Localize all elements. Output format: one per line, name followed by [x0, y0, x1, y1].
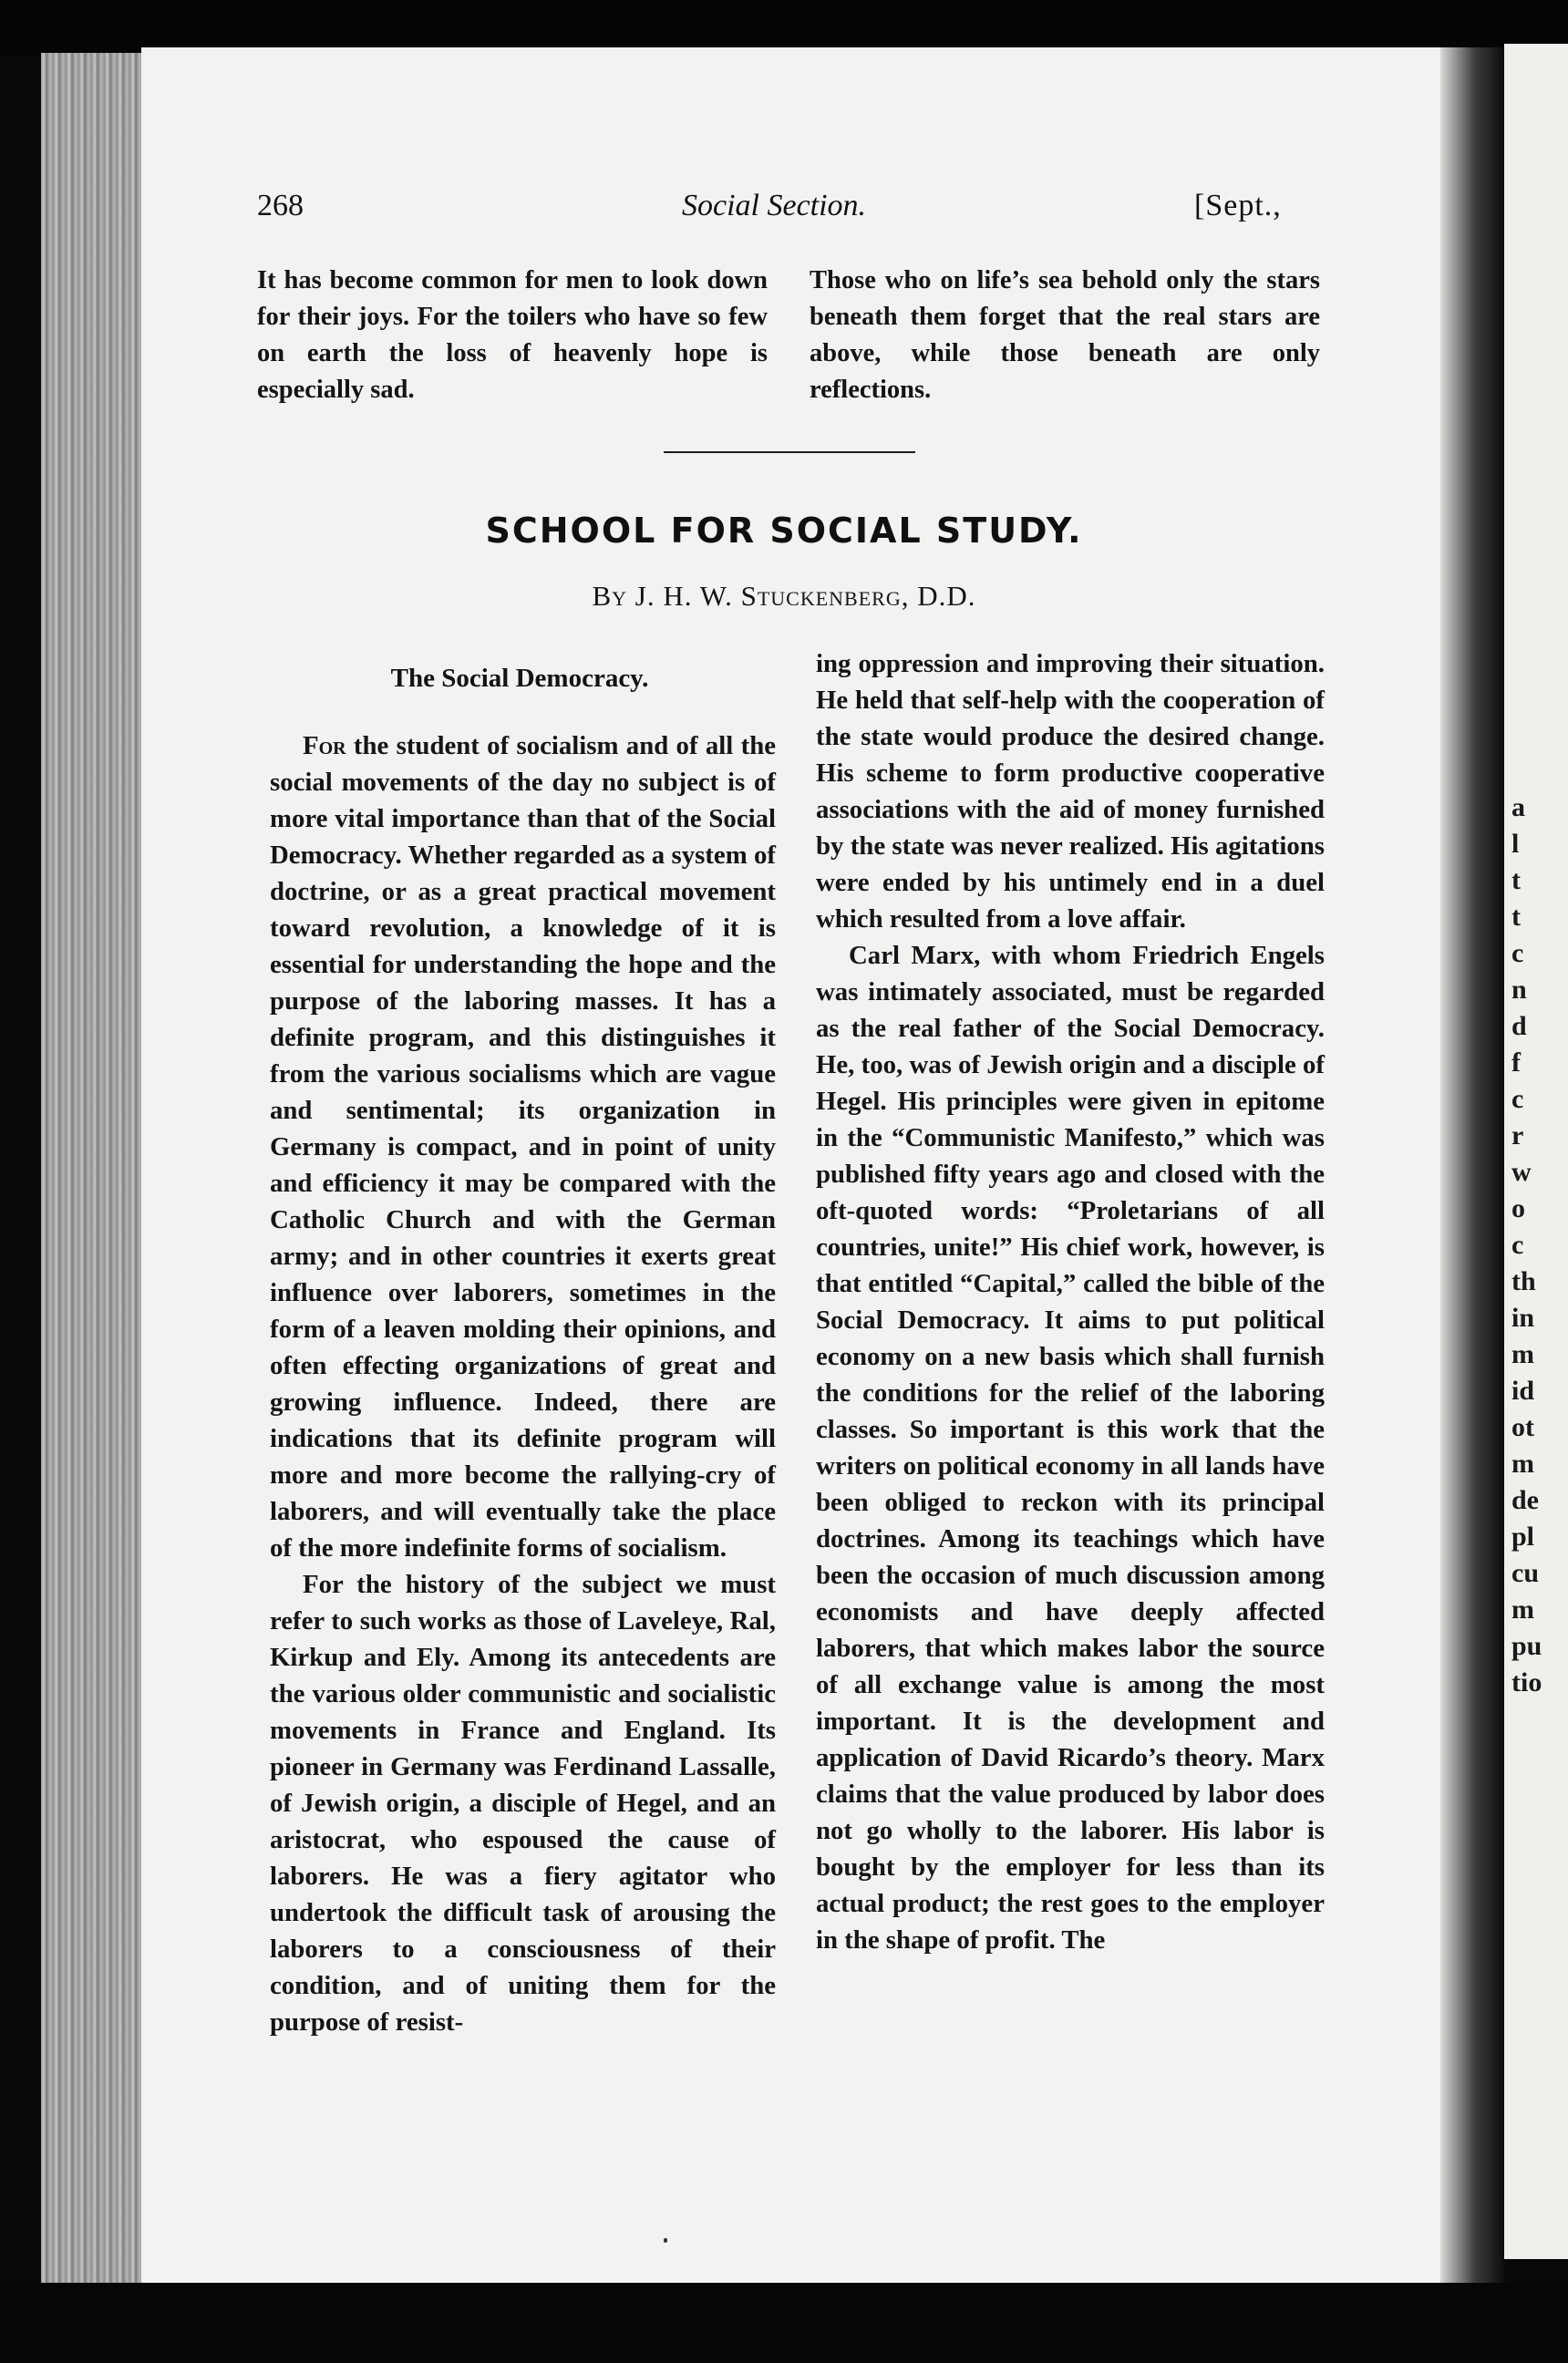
next-page-letter: l [1511, 829, 1520, 859]
next-page-letter: pu [1511, 1631, 1542, 1661]
next-page-letter: m [1511, 1449, 1534, 1479]
next-page-letter: o [1511, 1193, 1525, 1223]
next-page-letter: d [1511, 1011, 1527, 1041]
left-column [270, 727, 776, 2040]
next-page-letter: cu [1511, 1558, 1539, 1588]
paragraph: ing oppression and improving their situation. He held that self-help with the cooperation of the state would produce the desired change. His scheme to form productive cooperative associations with the aid of money furnished by the state was never realized. His agitations were ended by his untimely end in a duel which resulted from a love affair. [816, 649, 1325, 934]
paragraph [270, 727, 776, 1566]
next-page-letter: r [1511, 1120, 1524, 1151]
next-page-letter: c [1511, 1084, 1524, 1114]
page-number: 268 [257, 189, 304, 222]
adjacent-page-fragment [1504, 44, 1568, 2259]
scan-speck [664, 2238, 667, 2243]
next-page-letter: t [1511, 902, 1521, 932]
scan-border-top [0, 0, 1568, 55]
article-byline: By J. H. W. Stuckenberg, D.D. [592, 580, 976, 612]
book-binding-edge [41, 53, 141, 2291]
page-gutter-shadow [1440, 47, 1504, 2283]
right-column [816, 645, 1325, 1958]
next-page-letter: a [1511, 792, 1525, 822]
paragraph: For the history of the subject we must refer to such works as those of Laveleye, Ral, Kirkup and Ely. Among its antecedents are the various older communistic and socialistic movements in France and England. Its pioneer in Germany was Ferdinand Lassalle, of Jewish origin, a disciple of Hegel, and an aristocrat, who espoused the cause of laborers. He was a fiery agitator who undertook the difficult task of arousing the laborers to a consciousness of their condition, and of uniting them for the purpose of resist- [270, 1570, 776, 2037]
running-title: Social Section. [682, 189, 867, 222]
section-date: [Sept., [1194, 189, 1282, 222]
next-page-letter: m [1511, 1594, 1534, 1625]
next-page-letter: th [1511, 1266, 1536, 1296]
next-page-letter: ot [1511, 1412, 1534, 1442]
next-page-letter: m [1511, 1339, 1534, 1369]
next-page-letter: f [1511, 1047, 1521, 1078]
next-page-letter: c [1511, 1230, 1524, 1260]
paragraph-lead-word: For [303, 731, 346, 760]
epigraph-left: It has become common for men to look down for their joys. For the toilers who have so few on earth the loss of heavenly hope is especially sad. [257, 266, 768, 404]
next-page-letter: c [1511, 938, 1524, 968]
paragraph: Carl Marx, with whom Friedrich Engels was intimately associated, must be regarded as the real father of the Social Democracy. He, too, was of Jewish origin and a disciple of Hegel. His principles were given in epitome in the “Communistic Manifesto,” which was published fifty years ago and closed with the oft-quoted words: “Proletarians of all countries, unite!” His chief work, however, is that entitled “Capital,” called the bible of the Social Democracy. It aims to put political economy on a new basis which shall furnish the conditions for the relief of the laboring classes. So important is this work that the writers on political economy in all lands have been obliged to reckon with its principal doctrines. Among its teachings which have been the occasion of much discussion among economists and have deeply affected laborers, that which makes labor the source of all exchange value is among the most important. It is the development and application of David Ricardo’s theory. Marx claims that the value produced by labor does not go wholly to the laborer. His labor is bought by the employer for less than its actual product; the rest goes to the employer in the shape of profit. The [816, 941, 1325, 1955]
next-page-letter: id [1511, 1376, 1535, 1406]
next-page-letter: n [1511, 975, 1527, 1005]
next-page-letter: in [1511, 1303, 1535, 1333]
paragraph-text: the student of socialism and of all the social movements of the day no subject is of more vital importance than that of the Social Democracy. Whether regarded as a system of doctrine, or as a great practical movement toward revolution, a knowledge of it is essential for understanding the hope and the purpose of the laboring masses. It has a definite program, and this distinguishes it from the various socialisms which are vague and sentimental; its organization in Germany is compact, and in point of unity and efficiency it may be compared with the Catholic Church and with the German army; and in other countries it exerts great influence over laborers, sometimes in the form of a leaven molding their opinions, and often effecting organizations of great and growing influence. Indeed, there are indications that its definite program will more and more become the rallying-cry of laborers, and will eventually take the place of the more indefinite forms of socialism. [270, 731, 776, 1563]
article-title: SCHOOL FOR SOCIAL STUDY. [485, 511, 1083, 551]
section-divider [664, 451, 915, 453]
scan-border-bottom [0, 2283, 1568, 2363]
next-page-letter: t [1511, 865, 1521, 895]
next-page-letter: tio [1511, 1667, 1542, 1697]
next-page-letter: de [1511, 1485, 1539, 1515]
article-subheading: The Social Democracy. [390, 664, 649, 693]
next-page-letter: pl [1511, 1522, 1535, 1552]
next-page-letter: w [1511, 1157, 1532, 1187]
epigraph-right: Those who on life’s sea behold only the stars beneath them forget that the real stars are above, while those beneath are only reflections. [810, 266, 1320, 404]
